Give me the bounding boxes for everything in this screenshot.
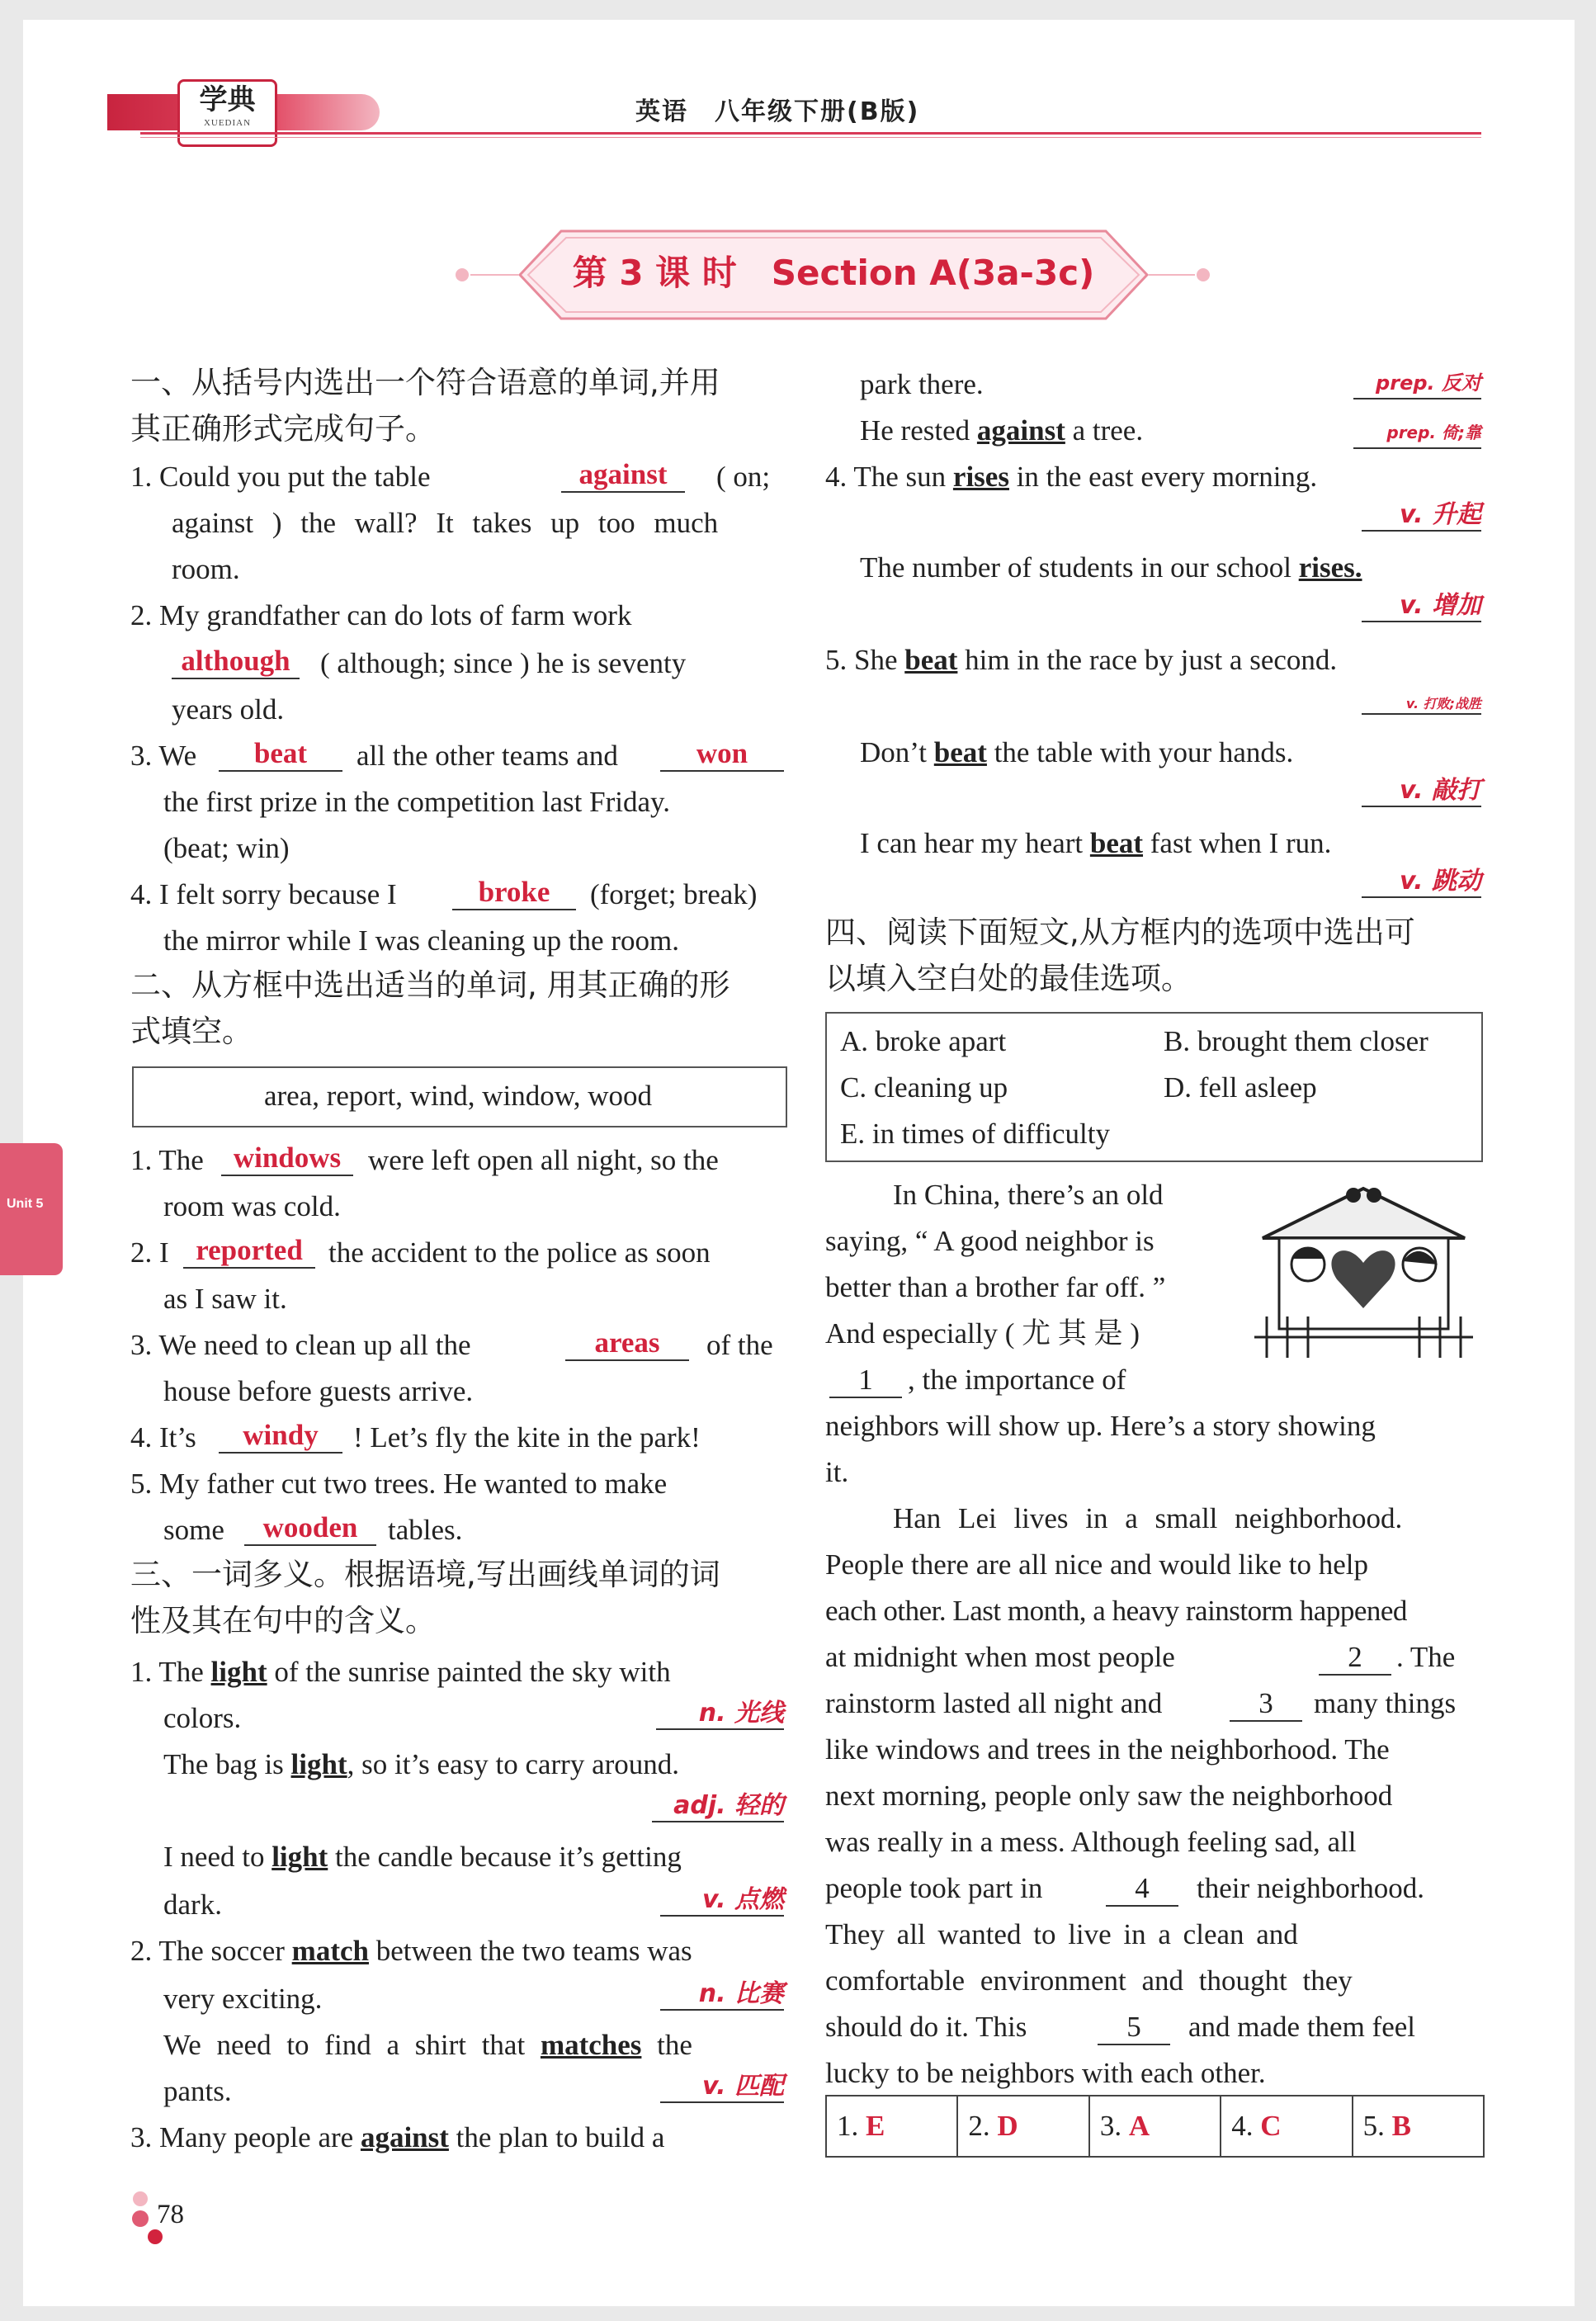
p3-q4-note-2: v. 增加 <box>1362 591 1481 622</box>
p3-q1-text-5: dark. <box>163 1888 222 1921</box>
p2-q3-answer: areas <box>565 1326 689 1361</box>
p1-q4-options: (forget; break) <box>590 878 758 910</box>
passage-line: like windows and trees in the neighborhood. The <box>825 1733 1390 1766</box>
p1-q2-answer: although <box>172 645 300 679</box>
part1-heading-2: 其正确形式完成句子。 <box>130 411 436 447</box>
answer-table <box>825 2095 1485 2158</box>
passage-line: people took part in <box>825 1872 1043 1904</box>
p1-q1-text: 1. Could you put the table <box>130 461 431 493</box>
passage-line: neighbors will show up. Here’s a story showing <box>825 1410 1376 1442</box>
p3-q1-note: n. 光线 <box>656 1699 784 1730</box>
p1-q1-text-2: against ) the wall? It takes up too much <box>172 507 719 539</box>
p2-q5-answer: wooden <box>244 1511 376 1546</box>
p3-q4-note: v. 升起 <box>1362 500 1481 532</box>
passage-line: In China, there’s an old <box>893 1179 1164 1211</box>
p3-q1-note-3: v. 点燃 <box>660 1885 784 1917</box>
passage-line: People there are all nice and would like to help <box>825 1548 1368 1581</box>
passage-blank-4: 4 <box>1106 1872 1178 1907</box>
p2-q4-answer: windy <box>219 1419 342 1454</box>
part2-heading-2: 式填空。 <box>130 1014 253 1049</box>
p2-q1-text-b: were left open all night, so the <box>368 1144 719 1176</box>
p1-q4-answer: broke <box>452 876 576 910</box>
p1-q2-text: 2. My grandfather can do lots of farm work <box>130 599 632 631</box>
p3-q5-text-2: Don’t beat the table with your hands. <box>860 736 1294 768</box>
passage-line: each other. Last month, a heavy rainstorm happened <box>825 1595 1407 1627</box>
p3-q3-text-3: He rested against a tree. <box>860 414 1144 447</box>
answer-cell: 1. E <box>827 2096 958 2156</box>
p1-q1-options: ( on; <box>716 461 771 493</box>
p2-q2-text-2: as I saw it. <box>163 1283 287 1315</box>
passage-blank-5: 5 <box>1098 2011 1170 2045</box>
p3-q2-text-4: pants. <box>163 2075 232 2107</box>
passage-blank-1: 1 <box>829 1364 902 1398</box>
passage-line: should do it. This <box>825 2011 1027 2043</box>
p3-q1-note-2: adj. 轻的 <box>652 1791 784 1822</box>
p3-q3-text-2: park there. <box>860 368 984 400</box>
passage-line: at midnight when most people <box>825 1641 1175 1673</box>
p2-q4-text: 4. It’s <box>130 1421 196 1454</box>
option-e: E. in times of difficulty <box>840 1118 1110 1150</box>
part2-heading: 二、从方框中选出适当的单词, 用其正确的形 <box>130 967 730 1003</box>
p3-q5-note-2: v. 敲打 <box>1362 776 1481 807</box>
page-number: 78 <box>157 2200 184 2229</box>
p3-q5-note: v. 打败;战胜 <box>1362 695 1481 715</box>
p2-q2-text: 2. I <box>130 1236 169 1269</box>
p2-q1-answer: windows <box>221 1142 353 1176</box>
p3-q4-text: 4. The sun rises in the east every morning. <box>825 461 1318 493</box>
p3-q3-text: 3. Many people are against the plan to build a <box>130 2121 665 2153</box>
passage-line: it. <box>825 1456 849 1488</box>
p1-q3-options: (beat; win) <box>163 832 290 864</box>
p3-q5-text-3: I can hear my heart beat fast when I run. <box>860 827 1332 859</box>
p3-q5-note-3: v. 跳动 <box>1362 867 1481 898</box>
section-title: 第 3 课 时 Section A(3a-3c) <box>572 253 1095 293</box>
option-c: C. cleaning up <box>840 1071 1008 1104</box>
p2-q3-text-b: of the <box>706 1329 773 1361</box>
p3-q3-note: prep. 反对 <box>1353 368 1481 399</box>
answer-cell: 3. A <box>1090 2096 1221 2156</box>
p1-q1-text-3: room. <box>172 553 240 585</box>
p2-q5-text-b: some <box>163 1514 224 1546</box>
answer-cell: 4. C <box>1221 2096 1353 2156</box>
header-rule-thin <box>140 137 1481 138</box>
passage-line: . The <box>1396 1641 1456 1673</box>
p3-q4-text-2: The number of students in our school rises. <box>860 551 1362 584</box>
part4-heading: 四、阅读下面短文,从方框内的选项中选出可 <box>825 915 1415 950</box>
book-title: 英语 八年级下册(B版) <box>635 97 920 126</box>
word-box-text: area, report, wind, window, wood <box>263 1080 653 1112</box>
p3-q5-text: 5. She beat him in the race by just a second. <box>825 644 1338 676</box>
passage-line: And especially ( 尤 其 是 ) <box>825 1317 1140 1350</box>
p1-q1-answer: against <box>561 458 685 493</box>
p1-q2-text-2: years old. <box>172 693 285 726</box>
p1-q3-text-b: all the other teams and <box>357 740 618 772</box>
p2-q5-text-c: tables. <box>388 1514 463 1546</box>
passage-line: better than a brother far off. ” <box>825 1271 1166 1303</box>
p3-q2-note: n. 比赛 <box>660 1979 784 2011</box>
part3-heading-2: 性及其在句中的含义。 <box>130 1603 436 1638</box>
part3-heading: 三、一词多义。根据语境,写出画线单词的词 <box>130 1557 720 1592</box>
p1-q4-text-2: the mirror while I was cleaning up the room. <box>163 924 679 957</box>
p2-q3-text: 3. We need to clean up all the <box>130 1329 471 1361</box>
header-rule <box>140 132 1481 135</box>
p3-q1-text: 1. The light of the sunrise painted the sky with <box>130 1656 671 1688</box>
p3-q1-text-4: I need to light the candle because it’s getting <box>163 1841 682 1873</box>
passage-line: rainstorm lasted all night and <box>825 1687 1163 1719</box>
passage-line: , the importance of <box>908 1364 1126 1396</box>
answer-cell: 2. D <box>958 2096 1089 2156</box>
p1-q3-text-2: the first prize in the competition last Friday. <box>163 786 670 818</box>
p1-q3-text: 3. We <box>130 740 197 772</box>
passage-blank-2: 2 <box>1319 1641 1391 1676</box>
passage-line: many things <box>1314 1687 1457 1719</box>
p2-q5-text: 5. My father cut two trees. He wanted to make <box>130 1468 668 1500</box>
passage-line: saying, “ A good neighbor is <box>825 1225 1155 1257</box>
p3-q1-text-2: colors. <box>163 1702 242 1734</box>
passage-line: their neighborhood. <box>1197 1872 1425 1904</box>
option-a: A. broke apart <box>840 1025 1007 1057</box>
passage-line: Han Lei lives in a small neighborhood. <box>893 1502 1403 1534</box>
p3-q2-text-2: very exciting. <box>163 1983 323 2015</box>
p1-q2-options: ( although; since ) he is seventy <box>320 647 687 679</box>
brand-logo: 学典 XUEDIAN <box>177 79 277 147</box>
p2-q1-text-2: room was cold. <box>163 1190 341 1222</box>
passage-line: lucky to be neighbors with each other. <box>825 2057 1266 2089</box>
p3-q2-note-2: v. 匹配 <box>660 2072 784 2103</box>
p3-q3-note-2: prep. 倚;靠 <box>1353 418 1481 449</box>
p3-q1-text-3: The bag is light, so it’s easy to carry around. <box>163 1748 680 1780</box>
p2-q1-text: 1. The <box>130 1144 204 1176</box>
option-b: B. brought them closer <box>1164 1025 1428 1057</box>
p2-q2-text-b: the accident to the police as soon <box>328 1236 711 1269</box>
answer-cell: 5. B <box>1362 2110 1411 2142</box>
part1-heading: 一、从括号内选出一个符合语意的单词,并用 <box>130 365 720 400</box>
neighbors-illustration <box>1246 1172 1481 1364</box>
part4-heading-2: 以填入空白处的最佳选项。 <box>825 961 1192 996</box>
passage-line: They all wanted to live in a clean and <box>825 1918 1298 1950</box>
p2-q4-text-b: ! Let’s fly the kite in the park! <box>353 1421 701 1454</box>
p1-q3-answer-1: beat <box>219 737 342 772</box>
passage-line: comfortable environment and thought they <box>825 1964 1353 1997</box>
p2-q2-answer: reported <box>183 1234 315 1269</box>
p1-q4-text: 4. I felt sorry because I <box>130 878 397 910</box>
passage-line: and made them feel <box>1188 2011 1416 2043</box>
passage-line: was really in a mess. Although feeling sad, all <box>825 1826 1357 1858</box>
passage-line: next morning, people only saw the neighborhood <box>825 1780 1393 1812</box>
p1-q3-answer-2: won <box>660 737 784 772</box>
p3-q2-text-3: We need to find a shirt that matches the <box>163 2029 692 2061</box>
p2-q3-text-2: house before guests arrive. <box>163 1375 474 1407</box>
p3-q2-text: 2. The soccer match between the two teams was <box>130 1935 692 1967</box>
option-d: D. fell asleep <box>1164 1071 1317 1104</box>
passage-blank-3: 3 <box>1230 1687 1302 1722</box>
unit-side-tab: Unit 5 <box>0 1143 63 1275</box>
